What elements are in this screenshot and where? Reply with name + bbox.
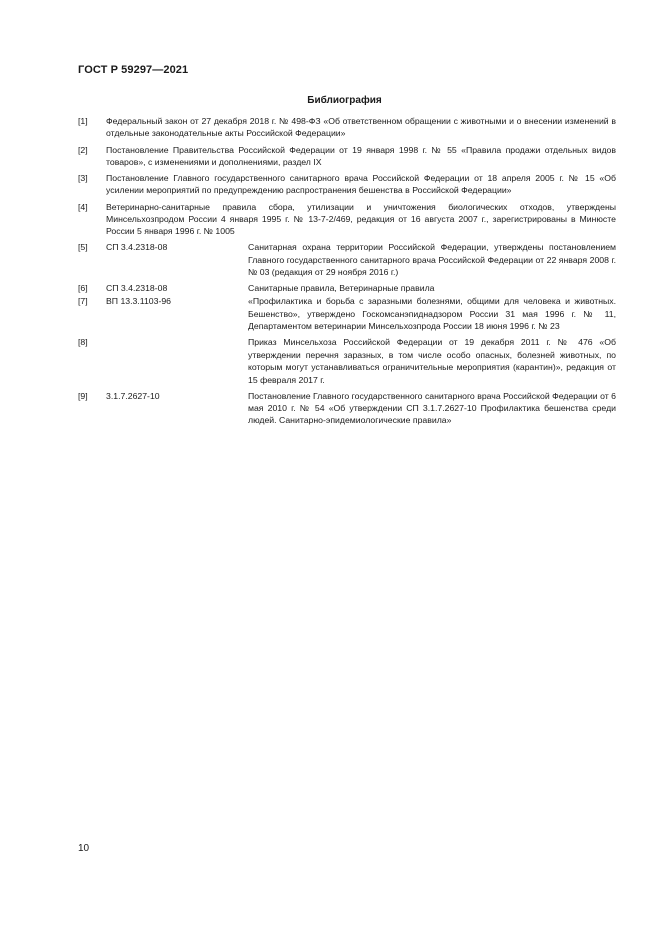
entry-number: [4] [78, 201, 88, 212]
entry-text: Санитарные правила, Ветеринарные правила [248, 283, 435, 294]
entry-number: [8] [78, 337, 88, 348]
entry-text: Постановление Правительства Российской Федерации от 19 января 1998 г. № 55 «Правила продажи отдельных видов товаров», с изменениями и дополнениями, раздел IX [106, 144, 616, 167]
entry-text: Приказ Минсельхоза Российской Федерации от 19 декабря 2011 г. № 476 «Об утверждении перечня заразных, в том числе особо опасных, болезней животных, по которым могут устанавливаться ограничительные мероприятия (карантин)», редакция от 15 февраля 2017 г. [248, 337, 616, 385]
bibliography-entry [78, 336, 616, 386]
entry-number: [6] [78, 283, 88, 294]
bibliography-entry [78, 115, 616, 140]
bibliography-entry [78, 282, 616, 294]
entry-number: [2] [78, 144, 88, 155]
page-number: 10 [78, 843, 90, 854]
entry-text: Постановление Главного государственного санитарного врача Российской Федерации от 18 апреля 2005 г. № 15 «Об усилении мероприятий по предупреждению распространения бешенства в Российской Федерации» [106, 173, 616, 196]
entry-text: Санитарная охрана территории Российской Федерации, утверждены постановлением Главного государственного санитарного врача Российской Федерации от 22 января 2008 г. № 03 (редакция от 29 ноября 2016 г.) [248, 242, 616, 278]
entry-code: 3.1.7.2627-10 [106, 390, 160, 401]
bibliography-entry [78, 172, 616, 197]
entry-text: Федеральный закон от 27 декабря 2018 г. № 498-ФЗ «Об ответственном обращении с животными и о внесении изменений в отдельные законодательные акты Российской Федерации» [106, 116, 616, 139]
entry-text: «Профилактика и борьба с заразными болезнями, общими для человека и животных. Бешенство», утверждено Госкомсанэпиднадзором России 31 мая 1996 г. № 11, Департаментом ветеринарии Минсельхозпрода России 18 июня 1996 г. № 23 [248, 296, 616, 332]
bibliography-entry [78, 201, 616, 238]
entry-code: СП 3.4.2318-08 [106, 242, 168, 253]
bibliography-title-text: Библиография [307, 95, 382, 106]
entry-code: СП 3.4.2318-08 [106, 283, 168, 294]
bibliography-entry [78, 295, 616, 332]
bibliography-list [78, 115, 616, 431]
bibliography-entry [78, 390, 616, 427]
bibliography-entry [78, 241, 616, 278]
entry-number: [9] [78, 390, 88, 401]
entry-code: ВП 13.3.1103-96 [106, 296, 172, 307]
bibliography-title [0, 95, 661, 106]
entry-number: [1] [78, 116, 88, 126]
entry-number: [5] [78, 242, 88, 253]
bibliography-entry [78, 144, 616, 169]
entry-number: [3] [78, 173, 88, 183]
entry-number: [7] [78, 296, 88, 307]
entry-text: Ветеринарно-санитарные правила сбора, утилизации и уничтожения биологических отходов, утверждены Минсельхозпродом России 4 января 1995 г. № 13-7-2/469, редакция от 16 августа 2007 г., зарегистрированы в Минюсте России 5 января 1996 г. № 1005 [106, 201, 616, 237]
entry-text: Постановление Главного государственного санитарного врача Российской Федерации от 6 мая 2010 г. № 54 «Об утверждении СП 3.1.7.2627-10 Профилактика бешенства среди людей. Санитарно-эпидемиологические правила» [248, 390, 616, 426]
document-header: ГОСТ Р 59297—2021 [78, 64, 189, 76]
